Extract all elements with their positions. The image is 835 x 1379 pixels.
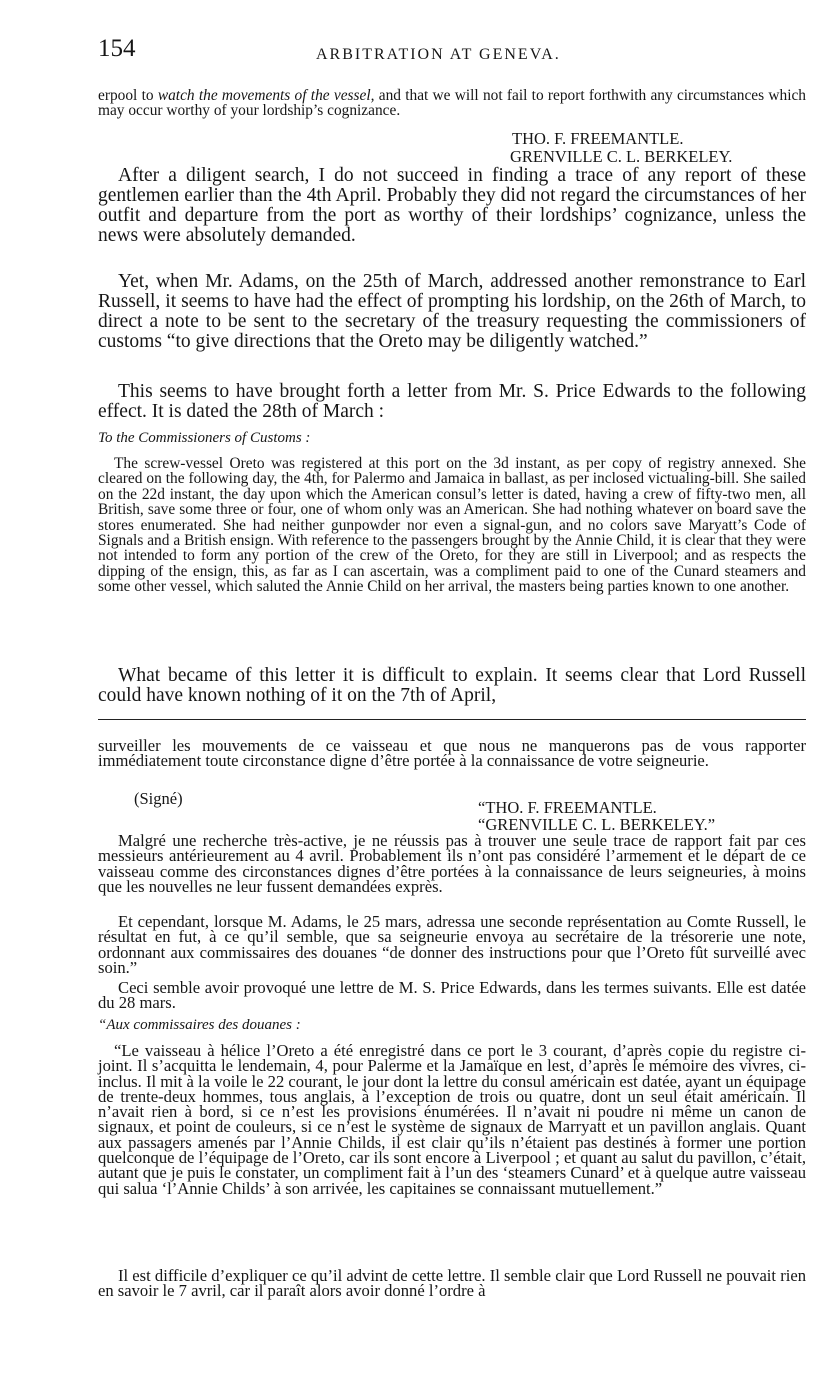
french-paragraph-difficile: Il est difficile d’expliquer ce qu’il advint de cette lettre. Il semble clair que Lord Russell ne pouvait rien en savoir le 7 avril, car il paraît alors avoir donné l’ordre à bbox=[98, 1266, 806, 1301]
french-signature-freemantle: “THO. F. FREEMANTLE. bbox=[478, 798, 657, 817]
french-paragraph-adams: Et cependant, lorsque M. Adams, le 25 mars, adressa une seconde représentation au Comte Russell, le résultat en fut, à ce qu’il semble, que sa seigneurie envoya au secrétaire de la trésorerie une note, ordonnant aux commissaires des douanes “de donner des instructions pour que l’Oreto fût surveillé avec soin.” bbox=[98, 912, 806, 977]
french-letter-body: “Le vaisseau à hélice l’Oreto a été enregistré dans ce port le 3 courant, d’après copie du registre ci-joint. Il s’acquitta le lendemain, 4, pour Palerme et la Jamaïque en lest, d’après le mémoire des vivres, ci-inclus. Il mit à la voile le 22 courant, le jour dont la lettre du consul américain est datée, ayant un équipage de trente-deux hommes, tous anglais, à l’exception de trois ou quatre, dont un seul était américain. Il n’avait rien à bord, si ce n’est les provisions énumérées. Il n’avait ni poudre ni même un canon de signaux, et point de couleurs, si ce n’est le système de signaux de Marryatt et un pavillon anglais. Quant aux passagers amenés par l’Annie Childs, il est clair qu’ils n’étaient pas destinés à former une portion quelconque de l’équipage de l’Oreto, car ils sont encore à Liverpool ; et quant au salut du pavillon, c’était, autant que je puis le constater, un compliment fait à l’un des ‘steamers Cunard’ et à quelque autre vaisseau qui salua ‘l’Annie Childs’ à son arrivée, les capitaines se connaissant mutuellement.” bbox=[98, 1041, 806, 1198]
continuation-italic: watch the movements of the vessel, bbox=[157, 87, 375, 104]
language-divider bbox=[98, 719, 806, 720]
english-paragraph-adams: Yet, when Mr. Adams, on the 25th of March, addressed another remonstrance to Earl Russell, it seems to have had the effect of prompting his lordship, on the 26th of March, to direct a note to be sent to the secretary of the treasury requesting the commissioners of customs “to give directions that the Oreto may be diligently watched.” bbox=[98, 271, 806, 352]
english-paragraph-edwards: This seems to have brought forth a letter from Mr. S. Price Edwards to the following effect. It is dated the 28th of March : bbox=[98, 381, 806, 422]
english-letter-heading: To the Commissioners of Customs : bbox=[98, 430, 311, 446]
continuation-lead: erpool to bbox=[98, 87, 158, 104]
continuation-rest: and that we will not fail to report forthwith any circumstances which may occur worthy of your lordship’s cognizance. bbox=[98, 87, 806, 120]
french-paragraph-recherche: Malgré une recherche très-active, je ne réussis pas à trouver une seule trace de rapport fait par ces messieurs antérieurement au 4 avril. Probablement ils n’ont pas considéré l’armement et le départ de ce vaisseau comme des circonstances dignes d’être portées à la connaissance de leurs seigneuries, à moins que les nouvelles ne leur fussent demandées exprès. bbox=[98, 831, 806, 896]
english-letter-body: The screw-vessel Oreto was registered at this port on the 3d instant, as per copy of registry annexed. She cleared on the following day, the 4th, for Palermo and Jamaica in ballast, as per inclosed victualing-bill. She sailed on the 22d instant, the day upon which the American consul’s letter is dated, having a crew of fifty-two men, all British, save some three or four, one of whom only was an American. She had nothing whatever on board save the stores enumerated. She had neither gunpowder nor even a signal-gun, and no colors save Maryatt’s Code of Signals and a British ensign. With reference to the passengers brought by the Annie Child, it is clear that they were not intended to form any portion of the crew of the Oreto, for they are still in Liverpool; and as respects the dipping of the ensign, this, as far as I can ascertain, was a compliment paid to one of the Cunard steamers and some other vessel, which saluted the Annie Child on her arrival, the masters being parties known to one another. bbox=[98, 455, 806, 596]
english-signature-berkeley: GRENVILLE C. L. BERKELEY. bbox=[510, 147, 733, 166]
page-header bbox=[98, 34, 798, 74]
french-letter-heading: “Aux commissaires des douanes : bbox=[98, 1017, 301, 1033]
english-continuation-paragraph bbox=[98, 88, 806, 119]
french-signe-label: (Signé) bbox=[134, 789, 183, 808]
english-signature-freemantle: THO. F. FREEMANTLE. bbox=[512, 129, 684, 148]
english-paragraph-became: What became of this letter it is difficult to explain. It seems clear that Lord Russell could have known nothing of it on the 7th of April, bbox=[98, 665, 806, 706]
french-paragraph-edwards: Ceci semble avoir provoqué une lettre de M. S. Price Edwards, dans les termes suivants. Elle est datée du 28 mars. bbox=[98, 978, 806, 1013]
english-paragraph-search: After a diligent search, I do not succeed in finding a trace of any report of these gentlemen earlier than the 4th April. Probably they did not regard the circumstances of her outfit and departure from the port as worthy of their lordships’ cognizance, unless the news were absolutely demanded. bbox=[98, 165, 806, 246]
french-continuation-paragraph: surveiller les mouvements de ce vaisseau et que nous ne manquerons pas de vous rapporter immédiatement toute circonstance digne d’être portée à la connaissance de votre seigneurie. bbox=[98, 736, 806, 771]
running-title: ARBITRATION AT GENEVA. bbox=[316, 46, 561, 63]
french-signature-berkeley: “GRENVILLE C. L. BERKELEY.” bbox=[478, 815, 716, 834]
page-number: 154 bbox=[98, 35, 136, 62]
